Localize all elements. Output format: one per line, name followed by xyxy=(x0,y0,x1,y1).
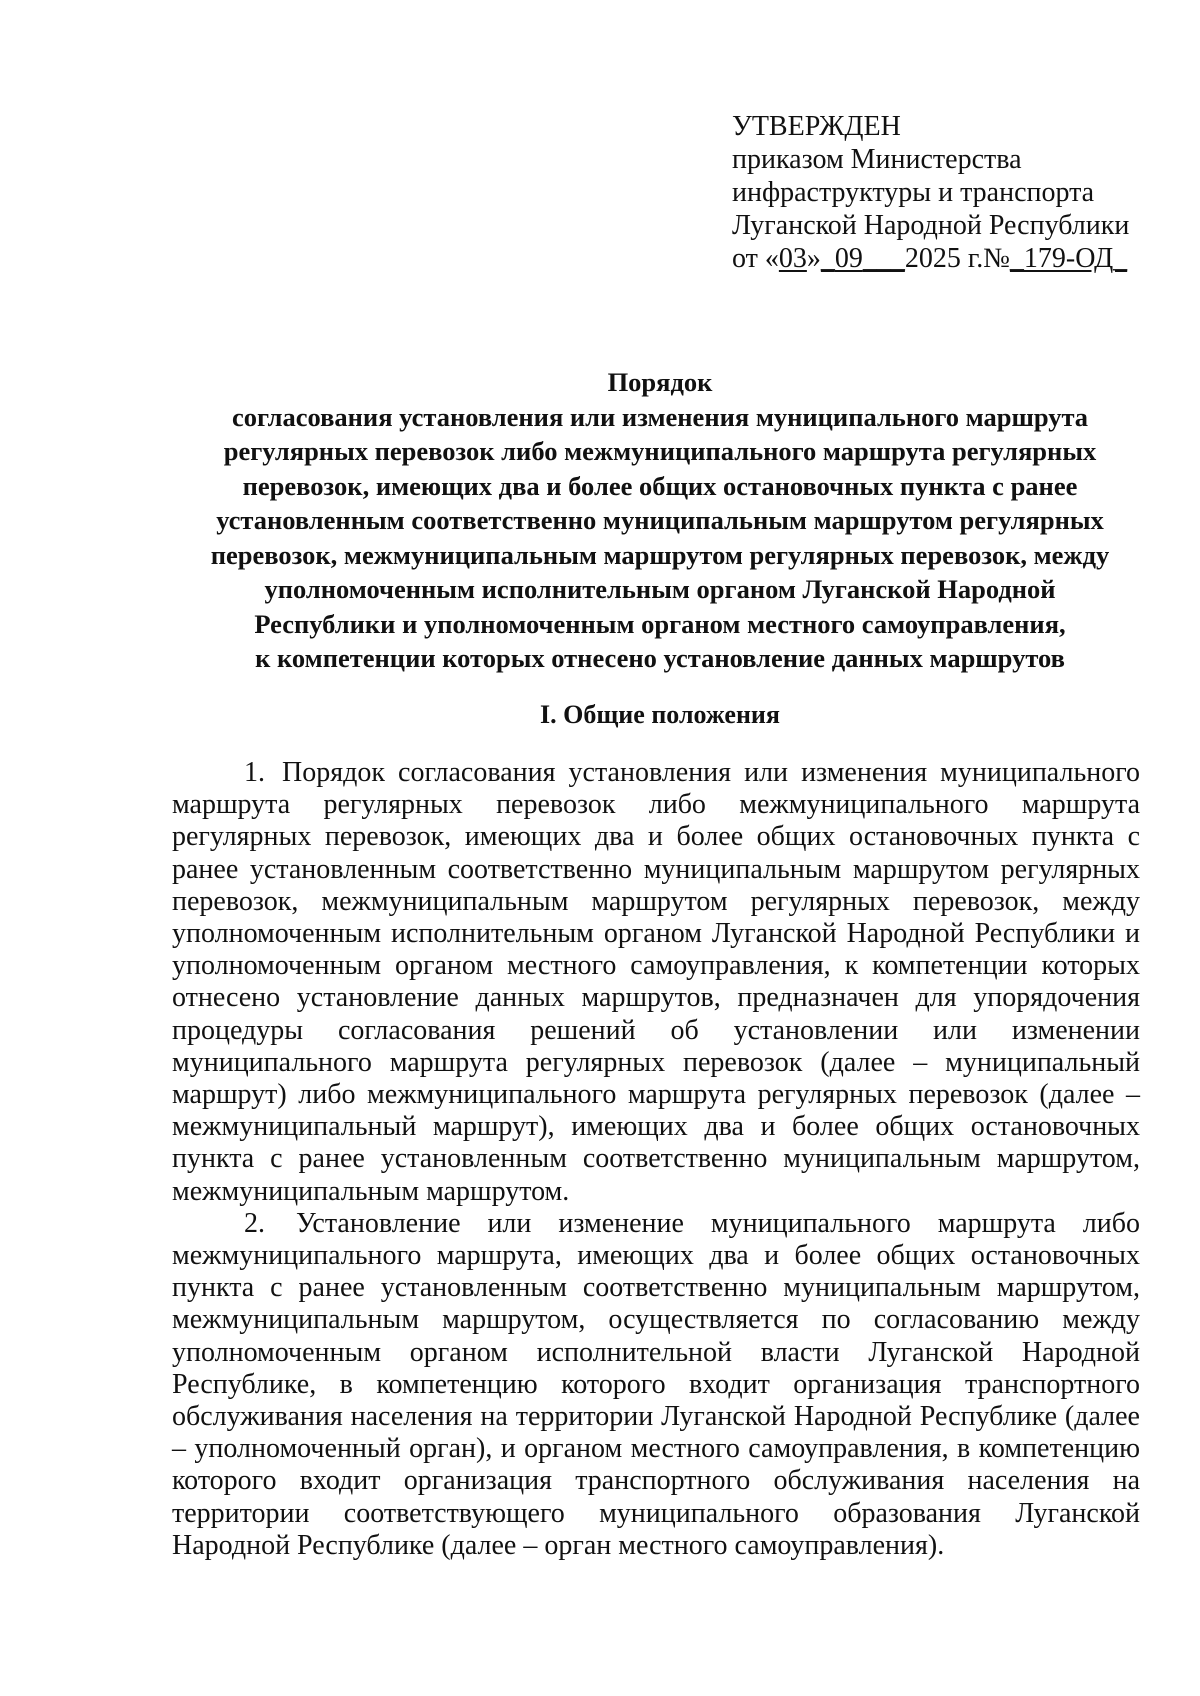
order-number: _179-ОД_ xyxy=(1009,243,1128,274)
approval-ministry-line: инфраструктуры и транспорта xyxy=(732,177,1095,208)
paragraph-text: Порядок согласования установления или изменения муниципального маршрута регулярных перевозок либо межмуниципального маршрута регулярных перевозок, имеющих два и более общих остановочных пункта с ранее установленным соответственно муниципальным маршрутом регулярных перевозок, межмуниципальным маршрутом регулярных перевозок, между уполномоченным исполнительным органом Луганской Народной Республики и уполномоченным органом местного самоуправления, к компетенции которых отнесено установление данных маршрутов, предназначен для упорядочения процедуры согласования решений об установлении или изменении муниципального маршрута регулярных перевозок (далее – муниципальный маршрут) либо межмуниципального маршрута регулярных перевозок (далее – межмуниципальный маршрут), имеющих два и более общих остановочных пункта с ранее установленным соответственно муниципальным маршрутом, межмуниципальным маршрутом. xyxy=(172,757,1140,1207)
approval-order-line: приказом Министерства xyxy=(732,144,1022,175)
title-line: Республики и уполномоченным органом местного самоуправления, xyxy=(254,608,1066,639)
approval-stamp xyxy=(732,110,1172,275)
approval-date-line xyxy=(732,242,1172,275)
date-sep: » xyxy=(806,243,821,274)
approval-republic-line: Луганской Народной Республики xyxy=(732,210,1130,241)
date-day: 03 xyxy=(778,243,807,274)
document-title xyxy=(160,365,1160,676)
paragraph-2 xyxy=(172,1208,1140,1562)
title-line: регулярных перевозок либо межмуниципального маршрута регулярных xyxy=(223,436,1097,466)
title-line: перевозок, имеющих два и более общих остановочных пункта с ранее xyxy=(242,470,1078,501)
date-prefix: от « xyxy=(732,243,779,274)
paragraph-1 xyxy=(172,757,1140,1208)
title-heading: Порядок xyxy=(607,367,713,397)
title-line: к компетенции которых отнесено установление данных маршрутов xyxy=(255,643,1065,673)
document-body xyxy=(172,757,1140,1562)
paragraph-text: Установление или изменение муниципального маршрута либо межмуниципального маршрута, имеющих два и более общих остановочных пункта с ранее установленным соответственно муниципальным маршрутом, межмуниципальным маршрутом, осуществляется по согласованию между уполномоченным органом исполнительной власти Луганской Народной Республике, в компетенцию которого входит организация транспортного обслуживания населения на территории Луганской Народной Республике (далее – уполномоченный орган), и органом местного самоуправления, в компетенцию которого входит организация транспортного обслуживания населения на территории соответствующего муниципального образования Луганской Народной Республике (далее – орган местного самоуправления). xyxy=(172,1207,1141,1561)
date-year: 2025 г.№ xyxy=(904,243,1010,274)
title-line: согласования установления или изменения муниципального маршрута xyxy=(231,401,1089,432)
paragraph-number: 1. xyxy=(244,757,265,788)
date-month: 09 xyxy=(834,243,863,274)
date-gap-before: _ xyxy=(820,243,835,274)
paragraph-number: 2. xyxy=(244,1207,265,1239)
section-heading: I. Общие положения xyxy=(540,700,780,729)
approval-status: УТВЕРЖДЕН xyxy=(732,111,901,142)
date-gap-after: ___ xyxy=(862,243,905,274)
title-line: уполномоченным исполнительным органом Луганской Народной xyxy=(264,574,1056,604)
title-line: установленным соответственно муниципальным маршрутом регулярных xyxy=(216,505,1104,535)
title-line: перевозок, межмуниципальным маршрутом регулярных перевозок, между xyxy=(210,539,1110,570)
